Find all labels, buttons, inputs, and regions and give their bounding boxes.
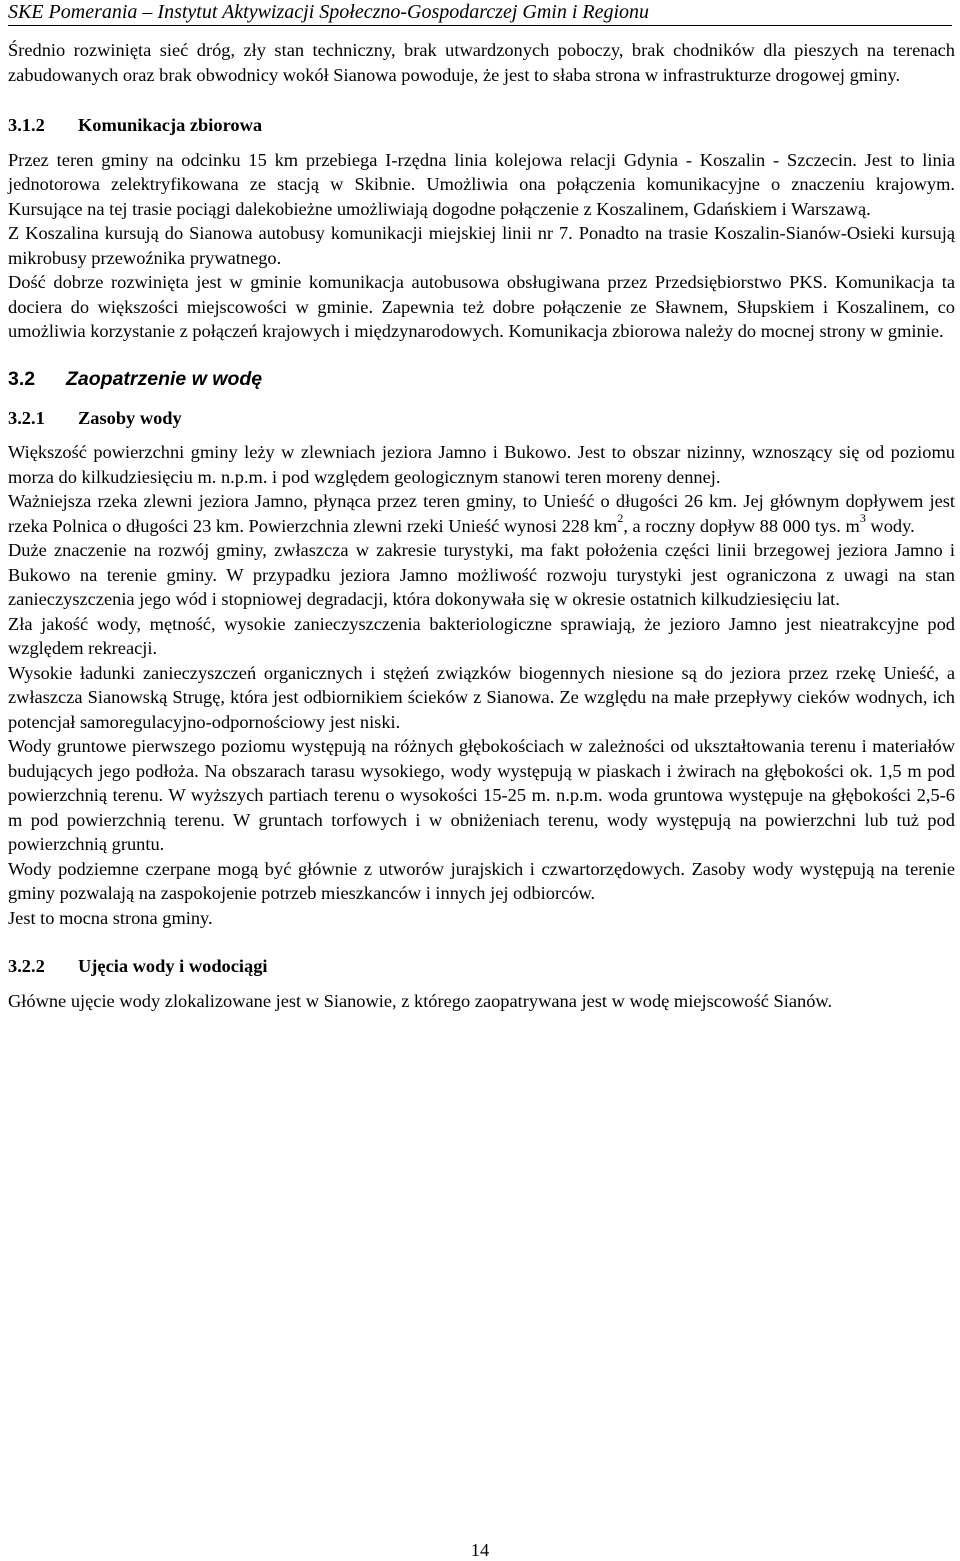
superscript: 3 <box>859 511 866 526</box>
document-body <box>8 38 955 1013</box>
paragraph: Wody gruntowe pierwszego poziomu występują na różnych głębokościach w zależności od ukształtowania terenu i materiałów budujących jego podłoża. Na obszarach tarasu wysokiego, wody występują w piaskach i żwirach na głębokości ok. 1,5 m pod powierzchnią terenu. W wyższych partiach terenu o wysokości 15-25 m. n.p.m. woda gruntowa występuje na głębokości 2,5-6 m pod powierzchnią terenu. W gruntach torfowych i w obniżeniach terenu, wody występują na powierzchni lub tuż pod powierzchnią gruntu. <box>8 736 955 854</box>
paragraph: Przez teren gminy na odcinku 15 km przebiega I-rzędna linia kolejowa relacji Gdynia - Koszalin - Szczecin. Jest to linia jednotorowa zelektryfikowana ze stacją w Skibnie. Umożliwia ona połączenia komunikacyjne o znaczeniu krajowym. Kursujące na tej trasie pociągi dalekobieżne umożliwiają dogodne połączenie z Koszalinem, Gdańskiem i Warszawą. <box>8 149 955 219</box>
text-run: , a roczny dopływ 88 000 tys. m <box>623 515 860 536</box>
paragraph: Główne ujęcie wody zlokalizowane jest w Sianowie, z którego zaopatrywana jest w wodę miejscowość Sianów. <box>8 990 833 1011</box>
text-run: Ważniejsza rzeka zlewni jeziora Jamno, płynąca przez teren gminy, to Unieść o długości 26 km. Jej głównym dopływem jest rzeka Polnica o długości 23 km. Powierzchnia zlewni rzeki Unieść wynosi 228 km <box>8 491 955 536</box>
paragraph: Wody podziemne czerpane mogą być głównie z utworów jurajskich i czwartorzędowych. Zasoby wody występują na terenie gminy pozwalają na zaspokojenie potrzeb mieszkanców i innych jej odbiorców. <box>8 858 955 903</box>
subsection-heading-3-2-1 <box>8 406 955 431</box>
section-number: 3.2 <box>8 367 36 390</box>
subsection-title: Zasoby wody <box>78 407 182 428</box>
intro-paragraph: Średnio rozwinięta sieć dróg, zły stan techniczny, brak utwardzonych poboczy, brak chodników dla pieszych na terenach zabudowanych oraz brak obwodnicy wokół Sianowa powoduje, że jest to słaba strona w infrastrukturze drogowej gminy. <box>8 40 955 85</box>
subsection-number: 3.1.2 <box>8 115 45 135</box>
paragraph: Większość powierzchni gminy leży w zlewniach jeziora Jamno i Bukowo. Jest to obszar nizinny, wznoszący się od poziomu morza do kilkudziesięciu m. n.p.m. i pod względem geologicznym stanowi teren moreny dennej. <box>8 442 955 487</box>
text-run: wody. <box>865 515 915 536</box>
paragraph: Dość dobrze rozwinięta jest w gminie komunikacja autobusowa obsługiwana przez Przedsiębiorstwo PKS. Komunikacja ta dociera do większości miejscowości w gminie. Zapewnia też dobre połączenie ze Sławnem, Słupskiem i Koszalinem, co umożliwia korzystanie z połączeń krajowych i międzynarodowych. Komunikacja zbiorowa należy do mocnej strony w gminie. <box>8 272 955 341</box>
superscript: 2 <box>617 511 624 526</box>
paragraph: Wysokie ładunki zanieczyszczeń organicznych i stężeń związków biogennych niesione są do jeziora przez rzekę Unieść, a zwłaszcza Sianowską Strugę, która jest odbiornikiem ścieków z Sianowa. Ze względu na małe przepływy cieków wodnych, ich potencjał samoregulacyjno-odpornościowy jest niski. <box>8 662 955 732</box>
section-heading-3-2 <box>8 366 955 392</box>
subsection-title: Komunikacja zbiorowa <box>78 115 263 135</box>
paragraph-with-units <box>8 489 955 538</box>
subsection-title: Ujęcia wody i wodociągi <box>78 956 268 976</box>
paragraph: Z Koszalina kursują do Sianowa autobusy komunikacji miejskiej linii nr 7. Ponadto na trasie Koszalin-Sianów-Osieki kursują mikrobusy przewoźnika prywatnego. <box>8 223 955 268</box>
section-title: Zaopatrzenie w wodę <box>66 367 263 390</box>
subsection-number: 3.2.2 <box>8 956 45 976</box>
paragraph: Zła jakość wody, mętność, wysokie zanieczyszczenia bakteriologiczne sprawiają, że jezioro Jamno jest nieatrakcyjne pod względem rekreacji. <box>8 613 955 658</box>
page-header <box>8 0 952 26</box>
page-number: 14 <box>470 1540 490 1560</box>
header-title: SKE Pomerania – Instytut Aktywizacji Społeczno-Gospodarczej Gmin i Regionu <box>8 1 650 23</box>
paragraph: Duże znaczenie na rozwój gminy, zwłaszcza w zakresie turystyki, ma fakt położenia części linii brzegowej jeziora Jamno i Bukowo na terenie gminy. W przypadku jeziora Jamno możliwość rozwoju turystyki jest ograniczona z uwagi na stan zanieczyszczenia jego wód i stopniowej degradacji, która dokonywała się w okresie ostatnich kilkudziesięciu lat. <box>8 540 955 609</box>
subsection-number: 3.2.1 <box>8 407 45 428</box>
subsection-heading-3-2-2 <box>8 954 955 979</box>
paragraph: Jest to mocna strona gminy. <box>8 907 213 928</box>
subsection-heading-3-1-2 <box>8 113 955 138</box>
